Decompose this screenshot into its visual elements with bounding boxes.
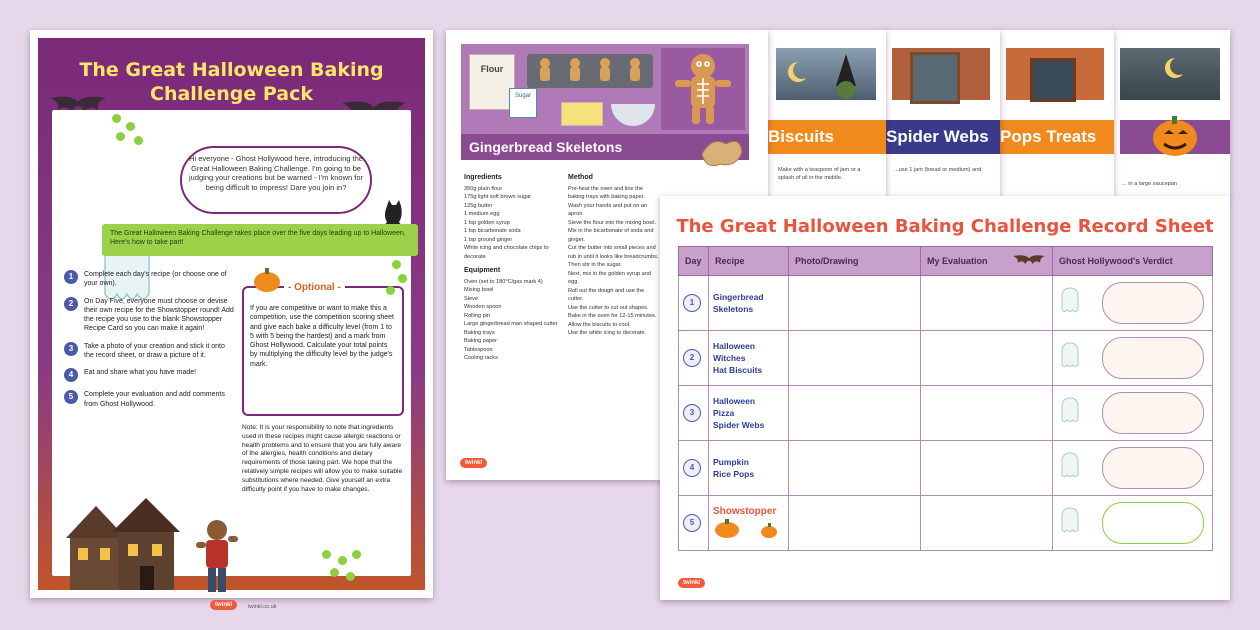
recipe-name [713, 456, 784, 480]
sheet2-band-label: Biscuits [768, 127, 835, 146]
ingredient-item: 350g plain flour [464, 185, 503, 192]
step-text: Eat and share what you have made! [84, 369, 197, 377]
step-text: On Day Five, everyone must choose or devise their own recipe for the Showstopper round! Add the recipe you use to the blank Showstopper Recipe Card so you can make it again! [84, 297, 234, 333]
ginger-root-icon [696, 130, 746, 170]
intro-banner [102, 224, 418, 256]
challenge-pack-poster [30, 30, 433, 610]
method-step: Pre-heat the oven and line the baking trays with baking paper. [568, 185, 645, 200]
equipment-item: Rolling pin [464, 312, 491, 319]
photo-cell[interactable] [789, 386, 921, 441]
recipe-line: Rice Pops [713, 469, 755, 479]
day-number-icon: 3 [683, 404, 701, 422]
day-number-icon: 4 [683, 459, 701, 477]
ingredient-item: White icing and chocolate chips to decorate [464, 245, 549, 260]
photo-cell[interactable] [789, 331, 921, 386]
moon-icon [1120, 48, 1220, 100]
sheet3-band-label: Spider Webs [886, 127, 989, 146]
speech-bubble [1102, 282, 1204, 324]
step-item [64, 390, 234, 409]
poster-title-line1: The Great Halloween Baking [79, 59, 384, 81]
recipe-line: Hat Biscuits [713, 365, 763, 375]
ingredient-item: 1 medium egg [464, 211, 500, 217]
sheet5-text: ... in a large saucepan [1122, 181, 1178, 187]
bat-icon [1012, 251, 1046, 269]
day-number-icon: 5 [683, 514, 701, 532]
verdict-cell[interactable] [1053, 276, 1213, 331]
speech-bubble [1102, 392, 1204, 434]
sugar-bag [509, 88, 537, 118]
ingredients-column [464, 174, 562, 363]
ingredient-item: 175g light soft brown sugar [464, 194, 532, 200]
record-table-header [679, 247, 1213, 276]
evaluation-cell[interactable] [921, 496, 1053, 551]
witch-illustration [776, 48, 876, 100]
step-item [64, 368, 234, 382]
equipment-item: Large gingerbread man shaped cutter [464, 321, 558, 327]
poster-title-line2: Challenge Pack [150, 83, 313, 105]
intro-banner-text: The Great Halloween Baking Challenge takes place over the five days leading up to Halloween. Here's how to take part! [110, 230, 406, 246]
method-heading: Method [568, 174, 593, 181]
table-row [679, 331, 1213, 386]
haunted-house-icon [56, 488, 186, 594]
speech-bubble [1102, 337, 1204, 379]
orange-band [996, 120, 1114, 154]
ingredient-item: 125g butter [464, 202, 493, 209]
step-item [64, 342, 234, 361]
verdict-cell[interactable] [1053, 496, 1213, 551]
skeleton-biscuit-panel [661, 48, 745, 130]
showstopper-label: Showstopper [713, 505, 777, 517]
poster-frame [38, 38, 425, 610]
twinkl-logo: twinkl [678, 578, 705, 588]
table-row [679, 386, 1213, 441]
werewolf-child-icon [192, 516, 242, 596]
header-verdict: Ghost Hollywood's Verdict [1053, 247, 1213, 276]
sheet2-text: Make with a teaspoon of jam or a splash of oil in the middle. [778, 167, 861, 181]
twinkl-logo: twinkl [460, 458, 487, 468]
step-item [64, 270, 234, 289]
evaluation-cell[interactable] [921, 386, 1053, 441]
ghost-icon [1059, 451, 1081, 479]
butter-block [561, 102, 603, 126]
method-step: Next, mix in the golden syrup and egg. [568, 270, 652, 285]
method-step: Wash your hands and put on an apron. [568, 202, 648, 217]
method-step: Then stir in the sugar. [568, 262, 622, 268]
day-number-icon: 2 [683, 349, 701, 367]
record-sheet-title: The Great Halloween Baking Challenge Record Sheet [676, 216, 1214, 237]
equipment-item: Baking trays [464, 329, 495, 336]
step-text: Take a photo of your creation and stick it onto the record sheet, or draw a picture of it. [84, 342, 225, 360]
recipe-name [713, 395, 784, 431]
header-photo: Photo/Drawing [789, 247, 921, 276]
speech-bubble [1102, 447, 1204, 489]
optional-box [242, 282, 404, 416]
photo-cell[interactable] [789, 496, 921, 551]
sheet4-band-label: Pops Treats [1000, 127, 1097, 146]
method-step: Use the white icing to decorate. [568, 330, 647, 336]
twinkl-logo: twinkl [210, 600, 237, 610]
window-illustration [1006, 48, 1104, 100]
speech-bubble [1102, 502, 1204, 544]
recipe-line: Halloween [713, 341, 756, 351]
method-step: Roll out the dough and use the cutter. [568, 287, 645, 302]
ghost-icon [1059, 341, 1081, 369]
method-step: Use the cutter to cut out shapes. [568, 304, 649, 311]
method-step: Sieve the flour into the mixing bowl. [568, 219, 656, 226]
method-step: Bake in the oven for 12-15 minutes. [568, 313, 657, 319]
ghost-icon [1059, 286, 1081, 314]
photo-cell[interactable] [789, 441, 921, 496]
table-row [679, 276, 1213, 331]
recipe-title: Gingerbread Skeletons [461, 134, 749, 160]
day-number-icon: 1 [683, 294, 701, 312]
moon-icon [776, 48, 876, 100]
ghost-icon [1059, 396, 1081, 424]
equipment-item: Tablespoon [464, 346, 493, 353]
step-text: Complete each day's recipe (or choose one of your own). [84, 271, 227, 288]
step-item [64, 297, 234, 334]
optional-title: - Optional - [284, 282, 345, 293]
verdict-cell[interactable] [1053, 441, 1213, 496]
sheet-pops-treats-back [996, 30, 1114, 198]
ingredient-item: 1 tsp ground ginger [464, 236, 513, 243]
pumpkin-icon [252, 266, 282, 292]
method-step: Cut the butter into small pieces and rub in until it looks like breadcrumbs. [568, 245, 659, 260]
steps-list [64, 270, 234, 417]
method-column [568, 174, 660, 338]
record-sheet [660, 196, 1230, 600]
poster-footer: twinkl.co.uk [248, 604, 277, 610]
ingredients-heading: Ingredients [464, 174, 502, 181]
skeleton-gingerbread-icon [661, 48, 745, 130]
ingredient-item: 1 tsp bicarbonate soda [464, 228, 521, 234]
poster-content-panel [52, 110, 411, 610]
ingredient-item: 1 tsp golden syrup [464, 219, 510, 226]
equipment-item: Sieve [464, 295, 478, 302]
spooky-night-illustration [1120, 48, 1220, 100]
recipe-line: Skeletons [713, 304, 754, 314]
ghost-speech-bubble [180, 146, 372, 214]
recipe-line: Witches [713, 353, 746, 363]
sheet-spider-webs-back [1110, 30, 1230, 198]
recipe-line: Gingerbread [713, 292, 764, 302]
header-evaluation [921, 247, 1053, 276]
bowl [611, 104, 655, 126]
navy-band [882, 120, 1000, 154]
pumpkin-icon [1150, 110, 1200, 160]
table-row [679, 441, 1213, 496]
photo-cell[interactable] [789, 276, 921, 331]
allergy-note: Note: It is your responsibility to note that ingredients used in these recipes might cause allergic reactions or health problems and to ensure that you are fully aware of the allergies, health conditions and dietary requirements of those taking part. We hope that the relatively simple recipes will allow you to make suitable substitutions where needed. Give yourself an extra difficulty point if you have to make changes. [242, 424, 403, 493]
orange-band [766, 120, 886, 154]
recipe-name [713, 291, 784, 315]
step-number-icon: 1 [64, 270, 78, 284]
evaluation-cell[interactable] [921, 331, 1053, 386]
step-number-icon: 3 [64, 342, 78, 356]
step-number-icon: 5 [64, 390, 78, 404]
evaluation-cell[interactable] [921, 276, 1053, 331]
flour-label: Flour [480, 64, 504, 74]
evaluation-cell[interactable] [921, 441, 1053, 496]
header-day: Day [679, 247, 709, 276]
equipment-item: Mixing bowl [464, 287, 494, 293]
recipe-line: Pizza [713, 408, 735, 418]
method-step: Allow the biscuits to cool. [568, 321, 631, 328]
step-number-icon: 2 [64, 297, 78, 311]
recipe-line: Pumpkin [713, 457, 749, 467]
recipe-name [713, 340, 784, 376]
gingerbread-men-icon [531, 54, 651, 88]
pumpkins-icon [713, 517, 783, 539]
header-recipe: Recipe [709, 247, 789, 276]
recipe-line: Halloween [713, 396, 756, 406]
step-text: Complete your evaluation and add comments from Ghost Hollywood. [84, 391, 225, 408]
sheet-witches-hat-biscuits [766, 30, 886, 198]
method-step: Mix in the bicarbonate of soda and ginger. [568, 228, 654, 243]
ghost-intro-text: Hi everyone - Ghost Hollywood here, introducing the Great Halloween Baking Challenge. I'm going to be judging your creations but be warned - I'm known for being difficult to impress! Dare you join in? [188, 154, 364, 192]
equipment-item: Cooling racks [464, 355, 498, 361]
spider-window-illustration [892, 48, 990, 100]
record-table [678, 246, 1213, 551]
step-number-icon: 4 [64, 368, 78, 382]
ghost-icon [1059, 506, 1081, 534]
table-row-showstopper [679, 496, 1213, 551]
sheet3-text: ...use 1 jam (bread or medium) and [894, 167, 982, 173]
equipment-item: Oven (set to 180°C/gas mark 4) [464, 278, 543, 285]
sugar-label: Sugar [514, 93, 531, 99]
header-evaluation-label: My Evaluation [927, 256, 988, 266]
equipment-item: Wooden spoon [464, 304, 502, 310]
verdict-cell[interactable] [1053, 331, 1213, 386]
recipe-line: Spider Webs [713, 420, 765, 430]
equipment-item: Baking paper [464, 338, 497, 344]
recipe-header-illustration [461, 44, 749, 134]
equipment-heading: Equipment [464, 267, 501, 274]
verdict-cell[interactable] [1053, 386, 1213, 441]
optional-text: If you are competitive or want to make this a competition, use the competition scoring sheet and give each bake a difficulty level (from 1 to 5 with 5 being the hardest) and a mark from Ghost Hollywood. Calculate your total points by multiplying the difficulty level by the judge's mark. [250, 305, 394, 368]
sheet-spider-webs [882, 30, 1000, 198]
